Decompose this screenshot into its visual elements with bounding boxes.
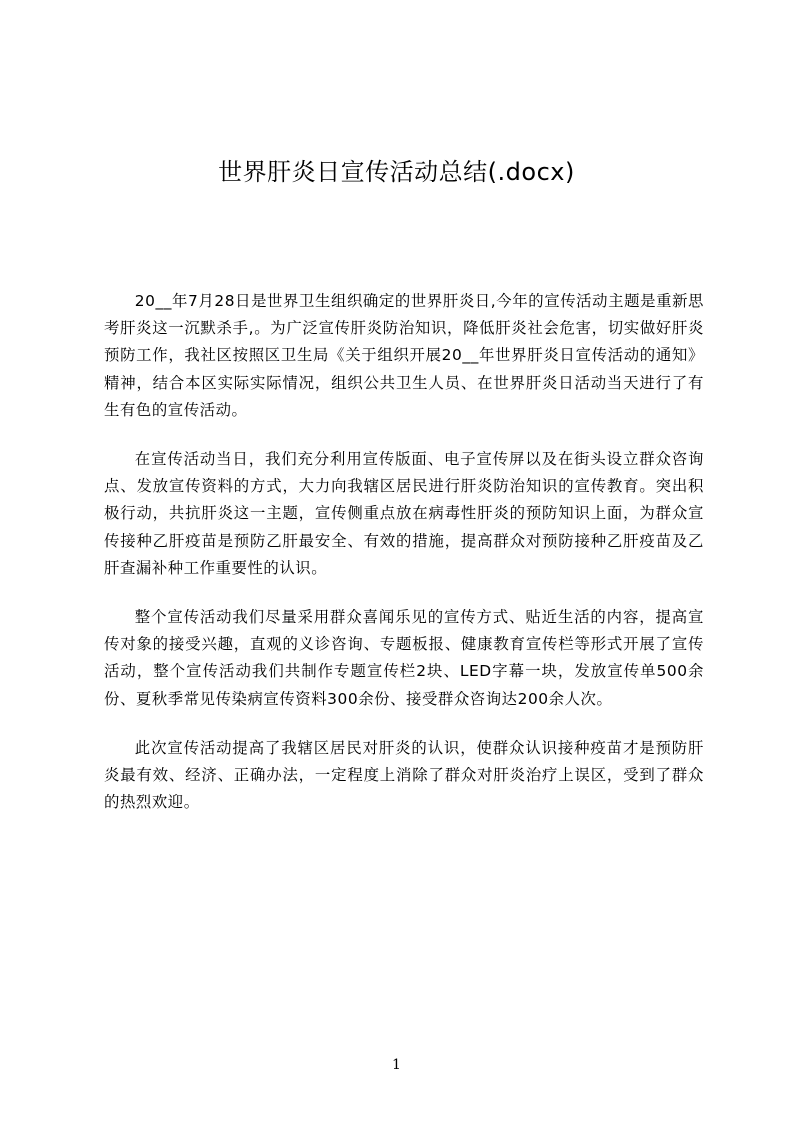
document-body bbox=[104, 288, 704, 838]
paragraph-2: 在宣传活动当日，我们充分利用宣传版面、电子宣传屏以及在街头设立群众咨询点、发放宣传资料的方式，大力向我辖区居民进行肝炎防治知识的宣传教育。突出积极行动，共抗肝炎这一主题，宣传侧重点放在病毒性肝炎的预防知识上面，为群众宣传接种乙肝疫苗是预防乙肝最安全、有效的措施，提高群众对预防接种乙肝疫苗及乙肝查漏补种工作重要性的认识。 bbox=[104, 450, 704, 577]
paragraph-4: 此次宣传活动提高了我辖区居民对肝炎的认识，使群众认识接种疫苗才是预防肝炎最有效、经济、正确办法，一定程度上消除了群众对肝炎治疗上误区，受到了群众的热烈欢迎。 bbox=[104, 738, 704, 812]
paragraph-1: 20__年7月28日是世界卫生组织确定的世界肝炎日,今年的宣传活动主题是重新思考肝炎这一沉默杀手,。为广泛宣传肝炎防治知识，降低肝炎社会危害，切实做好肝炎预防工作，我社区按照区卫生局《关于组织开展20__年世界肝炎日宣传活动的通知》精神，结合本区实际实际情况，组织公共卫生人员、在世界肝炎日活动当天进行了有生有色的宣传活动。 bbox=[104, 292, 704, 419]
document-title: 世界肝炎日宣传活动总结(.docx) bbox=[218, 158, 575, 187]
paragraph-3: 整个宣传活动我们尽量采用群众喜闻乐见的宣传方式、贴近生活的内容，提高宣传对象的接受兴趣，直观的义诊咨询、专题板报、健康教育宣传栏等形式开展了宣传活动，整个宣传活动我们共制作专题宣传栏2块、LED字幕一块，发放宣传单500余份、夏秋季常见传染病宣传资料300余份、接受群众咨询达200余人次。 bbox=[104, 608, 704, 708]
page-number: 1 bbox=[392, 1057, 401, 1073]
